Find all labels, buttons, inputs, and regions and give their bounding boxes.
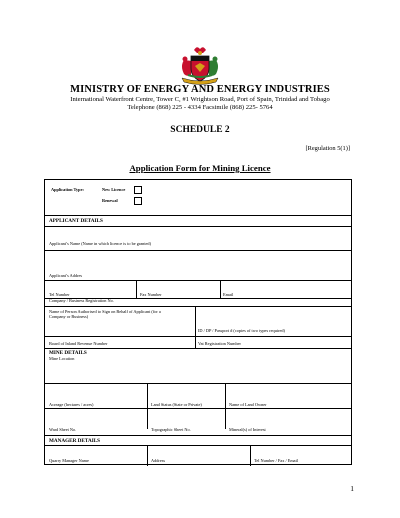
authorised-person-field[interactable] bbox=[45, 336, 351, 337]
divider bbox=[45, 226, 351, 227]
company-registration-field[interactable] bbox=[45, 306, 351, 307]
renewal-checkbox[interactable] bbox=[134, 197, 142, 205]
quarry-manager-label: Quarry Manager Name bbox=[49, 458, 89, 463]
divider bbox=[45, 445, 351, 446]
mine-details-heading: MINE DETAILS bbox=[49, 350, 87, 356]
manager-address-label: Address bbox=[151, 458, 166, 463]
applicant-details-heading: APPLICANT DETAILS bbox=[49, 218, 103, 224]
topographic-sheet-label: Topographic Sheet No. bbox=[151, 427, 191, 432]
company-registration-label: Company / Business Registration No. bbox=[49, 298, 114, 303]
renewal-label: Renewal bbox=[102, 198, 118, 203]
mine-location-label: Mine Location bbox=[49, 356, 75, 361]
authorised-person-label-cont: Company or Business) bbox=[49, 314, 89, 319]
ward-sheet-label: Ward Sheet No. bbox=[49, 427, 77, 432]
coat-of-arms-icon bbox=[176, 44, 224, 86]
authorised-person-label: Name of Person Authorised to Sign on Behalf of Applicant (for a bbox=[49, 309, 161, 314]
minerals-label: Mineral(s) of Interest bbox=[229, 427, 266, 432]
land-owner-label: Name of Land Owner bbox=[229, 402, 267, 407]
page-number: 1 bbox=[350, 484, 354, 493]
form-title: Application Form for Mining Licence bbox=[129, 163, 271, 173]
mine-location-field[interactable] bbox=[45, 383, 351, 384]
tel-number-label: Tel Number bbox=[49, 292, 70, 297]
vat-number-label: Vat Registration Number bbox=[198, 341, 241, 346]
land-status-label: Land Status (State or Private) bbox=[151, 402, 202, 407]
application-type-label: Application Type: bbox=[51, 187, 84, 192]
divider bbox=[45, 215, 351, 216]
bir-number-label: Board of Inland Revenue Number bbox=[49, 341, 108, 346]
applicant-address-label: Applicant’s Addres bbox=[49, 273, 83, 278]
acreage-label: Acreage (hectares / acres) bbox=[49, 402, 94, 407]
fax-number-label: Fax Number bbox=[140, 292, 162, 297]
application-form bbox=[44, 179, 352, 465]
manager-contact-label: Tel Number / Fax / Email bbox=[254, 458, 298, 463]
applicant-name-label: Applicant’s Name (Name in which licence is to be granted) bbox=[49, 241, 152, 246]
tax-row-field[interactable] bbox=[45, 348, 351, 349]
regulation-reference: [Regulation 5(1)] bbox=[305, 145, 350, 152]
ministry-name: MINISTRY OF ENERGY AND ENERGY INDUSTRIES bbox=[70, 84, 330, 95]
schedule-heading: SCHEDULE 2 bbox=[170, 125, 230, 135]
manager-details-heading: MANAGER DETAILS bbox=[49, 438, 101, 444]
land-row-field[interactable] bbox=[45, 408, 351, 409]
id-passport-label: ID / DP / Passport # (copies of two types required) bbox=[198, 328, 285, 333]
applicant-name-field[interactable] bbox=[45, 250, 351, 251]
applicant-address-field[interactable] bbox=[45, 280, 351, 281]
ministry-address: International Waterfront Centre, Tower C, #1 Wrightson Road, Port of Spain, Trinidad and Tobago bbox=[70, 96, 330, 103]
new-licence-checkbox[interactable] bbox=[134, 186, 142, 194]
sheet-row-field[interactable] bbox=[45, 435, 351, 436]
ministry-contact: Telephone (868) 225 - 4334 Facsimile (868) 225- 5764 bbox=[127, 104, 273, 111]
new-licence-label: New Licence bbox=[102, 187, 126, 192]
email-label: Email bbox=[223, 292, 234, 297]
